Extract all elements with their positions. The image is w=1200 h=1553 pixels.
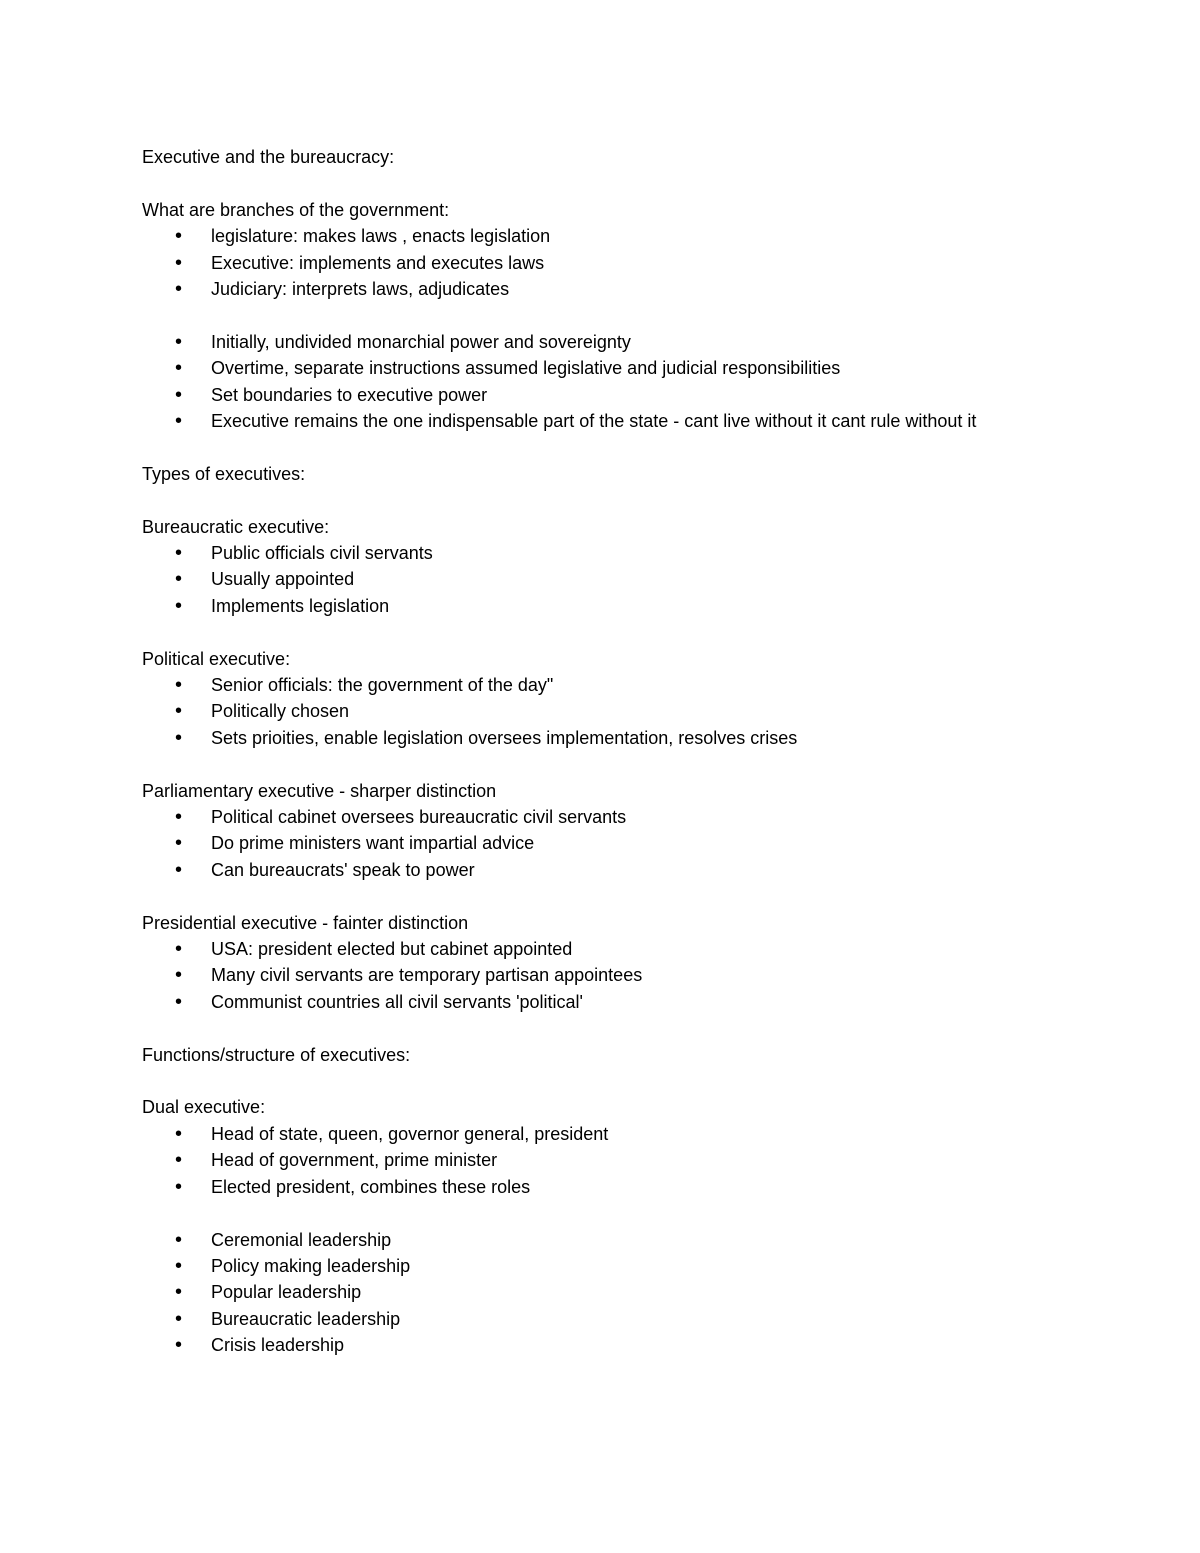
political-list — [142, 672, 1062, 751]
branches-list — [142, 223, 1062, 302]
bullet-icon: • — [175, 1228, 183, 1251]
list-item — [142, 1279, 1062, 1305]
list-item — [142, 1332, 1062, 1358]
spacer — [142, 302, 1062, 328]
list-item-text: Politically chosen — [211, 701, 350, 722]
bullet-icon: • — [175, 1122, 183, 1145]
list-item — [142, 804, 1062, 830]
list-item — [142, 698, 1062, 724]
list-item-text: Head of state, queen, governor general, president — [211, 1123, 609, 1144]
list-item-text: Ceremonial leadership — [211, 1229, 392, 1250]
spacer — [142, 619, 1062, 645]
list-item-text: Political cabinet oversees bureaucratic civil servants — [211, 807, 627, 828]
bullet-icon: • — [175, 832, 183, 855]
bullet-icon: • — [175, 278, 183, 301]
list-item-text: Sets prioities, enable legislation oversees implementation, resolves crises — [211, 727, 798, 748]
list-item — [142, 672, 1062, 698]
list-item-text: Policy making leadership — [211, 1255, 411, 1276]
bullet-icon: • — [175, 674, 183, 697]
presidential-list — [142, 936, 1062, 1015]
list-item — [142, 276, 1062, 302]
bullet-icon: • — [175, 357, 183, 380]
bullet-icon: • — [175, 858, 183, 881]
list-item — [142, 408, 1062, 434]
list-item — [142, 725, 1062, 751]
leadership-list — [142, 1227, 1062, 1359]
list-item — [142, 962, 1062, 988]
bullet-icon: • — [175, 1254, 183, 1277]
list-item-text: Usually appointed — [211, 569, 355, 590]
bullet-icon: • — [175, 990, 183, 1013]
bullet-icon: • — [175, 1175, 183, 1198]
bullet-icon: • — [175, 410, 183, 433]
list-item-text: Crisis leadership — [211, 1335, 345, 1356]
list-item — [142, 593, 1062, 619]
list-item — [142, 382, 1062, 408]
list-item-text: Popular leadership — [211, 1282, 362, 1303]
political-heading: Political executive: — [142, 648, 291, 669]
spacer — [142, 1068, 1062, 1094]
list-item — [142, 566, 1062, 592]
presidential-heading: Presidential executive - fainter distinction — [142, 912, 469, 933]
dual-list — [142, 1121, 1062, 1200]
spacer — [142, 1200, 1062, 1226]
list-item-text: Public officials civil servants — [211, 543, 433, 564]
bullet-icon: • — [175, 964, 183, 987]
list-item-text: Judiciary: interprets laws, adjudicates — [211, 279, 510, 300]
spacer — [142, 170, 1062, 196]
list-item-text: Overtime, separate instructions assumed legislative and judicial responsibilities — [211, 358, 841, 379]
list-item-text: Can bureaucrats' speak to power — [211, 859, 475, 880]
bullet-icon: • — [175, 594, 183, 617]
list-item-text: Executive remains the one indispensable part of the state - cant live without it cant rule without it — [211, 411, 977, 432]
list-item — [142, 857, 1062, 883]
spacer — [142, 751, 1062, 777]
list-item-text: Communist countries all civil servants 'political' — [211, 991, 583, 1012]
list-item — [142, 355, 1062, 381]
list-item — [142, 540, 1062, 566]
spacer — [142, 434, 1062, 460]
list-item-text: Elected president, combines these roles — [211, 1176, 531, 1197]
list-item — [142, 936, 1062, 962]
list-item-text: Set boundaries to executive power — [211, 384, 488, 405]
list-item-text: Executive: implements and executes laws — [211, 252, 545, 273]
spacer — [142, 883, 1062, 909]
functions-heading: Functions/structure of executives: — [142, 1044, 411, 1065]
bureaucratic-heading: Bureaucratic executive: — [142, 516, 330, 537]
dual-heading: Dual executive: — [142, 1097, 266, 1118]
list-item-text: Senior officials: the government of the day" — [211, 675, 554, 696]
bullet-icon: • — [175, 225, 183, 248]
bureaucratic-list — [142, 540, 1062, 619]
bullet-icon: • — [175, 700, 183, 723]
list-item-text: Initially, undivided monarchial power and sovereignty — [211, 331, 631, 352]
spacer — [142, 487, 1062, 513]
list-item — [142, 830, 1062, 856]
list-item — [142, 1306, 1062, 1332]
bullet-icon: • — [175, 938, 183, 961]
list-item-text: Bureaucratic leadership — [211, 1308, 401, 1329]
list-item — [142, 1121, 1062, 1147]
bullet-icon: • — [175, 806, 183, 829]
bullet-icon: • — [175, 1281, 183, 1304]
bullet-icon: • — [175, 542, 183, 565]
bullet-icon: • — [175, 251, 183, 274]
document-body — [142, 144, 1062, 1359]
list-item-text: Implements legislation — [211, 595, 390, 616]
list-item — [142, 1253, 1062, 1279]
types-heading: Types of executives: — [142, 463, 306, 484]
list-item-text: Do prime ministers want impartial advice — [211, 833, 535, 854]
bullet-icon: • — [175, 1307, 183, 1330]
list-item-text: Head of government, prime minister — [211, 1150, 498, 1171]
list-item — [142, 223, 1062, 249]
list-item — [142, 1227, 1062, 1253]
bullet-icon: • — [175, 330, 183, 353]
document-title: Executive and the bureaucracy: — [142, 147, 395, 167]
bullet-icon: • — [175, 1149, 183, 1172]
parliamentary-heading: Parliamentary executive - sharper distinction — [142, 780, 497, 801]
branches-heading: What are branches of the government: — [142, 199, 450, 220]
bullet-icon: • — [175, 1334, 183, 1357]
list-item-text: Many civil servants are temporary partisan appointees — [211, 965, 643, 986]
list-item — [142, 989, 1062, 1015]
bullet-icon: • — [175, 383, 183, 406]
parliamentary-list — [142, 804, 1062, 883]
bullet-icon: • — [175, 726, 183, 749]
list-item-text: USA: president elected but cabinet appointed — [211, 939, 573, 960]
list-item — [142, 1174, 1062, 1200]
list-item — [142, 329, 1062, 355]
bullet-icon: • — [175, 568, 183, 591]
list-item — [142, 1147, 1062, 1173]
history-list — [142, 329, 1062, 435]
list-item — [142, 250, 1062, 276]
spacer — [142, 1015, 1062, 1041]
list-item-text: legislature: makes laws , enacts legislation — [211, 226, 551, 247]
